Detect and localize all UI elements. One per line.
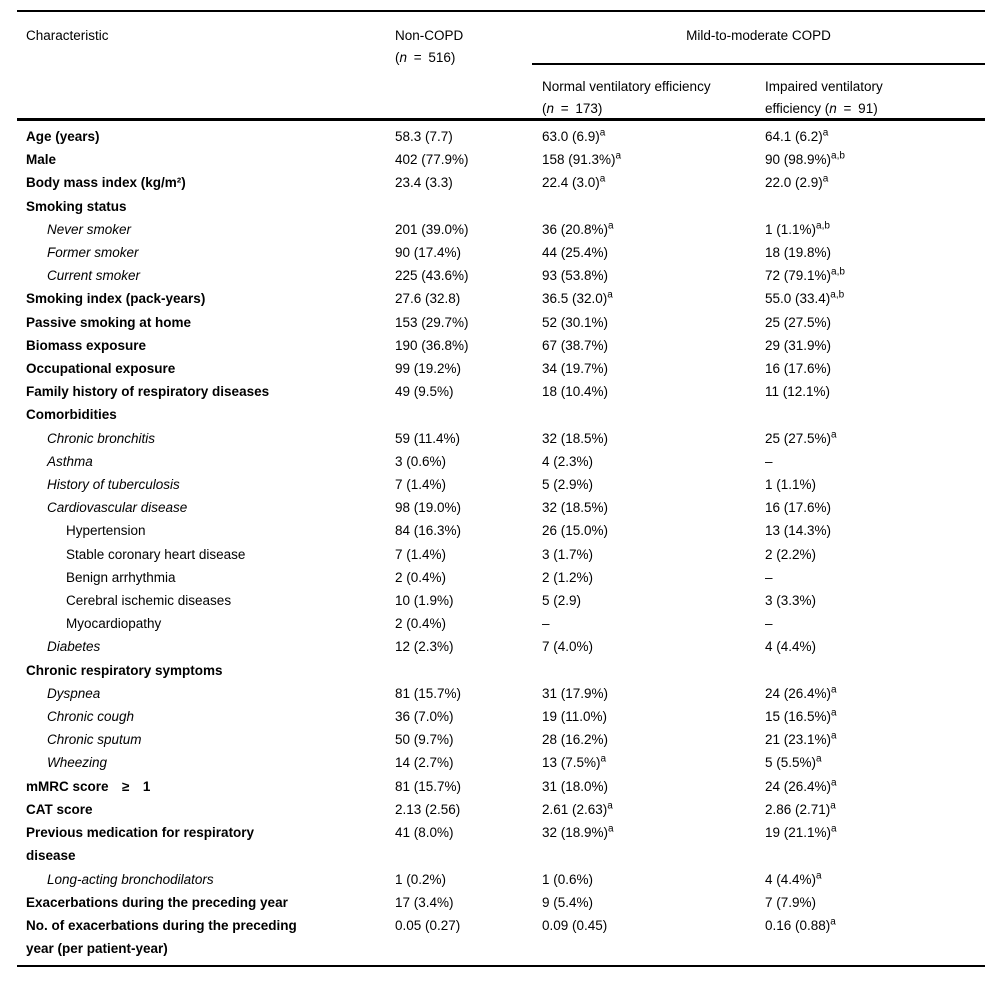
- table-row: [17, 125, 985, 148]
- cell-impaired-ve: 19 $(21.1\%)^a$: [765, 823, 837, 841]
- cell-normal-ve: 7 (4.0%): [542, 639, 594, 655]
- row-label: Male: [26, 152, 57, 168]
- cell-non-copd: 36 (7.0%): [395, 709, 454, 725]
- row-label: mMRC score ≥ 1: [26, 778, 151, 794]
- header-non-copd-line1: Non-COPD: [395, 28, 464, 43]
- table-row: [17, 728, 985, 751]
- row-label: History of tuberculosis: [47, 477, 180, 493]
- cell-impaired-ve: 16 (17.6%): [765, 500, 832, 516]
- cell-impaired-ve: –: [765, 616, 773, 632]
- cell-normal-ve: 32 (18.5%): [542, 430, 609, 446]
- header-normal-ve: [542, 76, 711, 120]
- cell-non-copd: 0.05 (0.27): [395, 917, 461, 933]
- cell-normal-ve: 93 (53.8%): [542, 268, 609, 284]
- table-row: [17, 287, 985, 310]
- table-body: [17, 121, 985, 967]
- table-row: [17, 311, 985, 334]
- table-row: [17, 659, 985, 682]
- cell-normal-ve: 32 $(18.9\%)^a$: [542, 823, 614, 841]
- cell-non-copd: 2.13 (2.56): [395, 801, 461, 817]
- row-label: Myocardiopathy: [66, 616, 162, 632]
- row-label: Cardiovascular disease: [47, 500, 188, 516]
- table-row: [17, 403, 985, 426]
- cell-normal-ve: 19 (11.0%): [542, 709, 608, 725]
- cell-normal-ve: 26 (15.0%): [542, 523, 609, 539]
- cell-impaired-ve: [765, 659, 985, 682]
- cell-impaired-ve: 11 (12.1%): [765, 384, 831, 400]
- cell-non-copd: 7 (1.4%): [395, 546, 447, 562]
- row-label: Age (years): [26, 129, 100, 144]
- table-row: [17, 427, 985, 450]
- cell-impaired-ve: –: [765, 453, 773, 469]
- header-impaired-ve: [765, 76, 883, 120]
- cell-impaired-ve: 64.1 $(6.2)^a$: [765, 127, 829, 144]
- row-label: Chronic sputum: [47, 732, 142, 748]
- row-label: Exacerbations during the preceding year: [26, 894, 288, 910]
- table-row: [17, 914, 985, 960]
- table-row: [17, 566, 985, 589]
- cell-impaired-ve: [765, 195, 985, 218]
- cell-impaired-ve: 5 $(5.5\%)^a$: [765, 753, 822, 771]
- row-label: CAT score: [26, 801, 93, 817]
- cell-non-copd: 99 (19.2%): [395, 361, 462, 377]
- cell-impaired-ve: 29 (31.9%): [765, 337, 832, 353]
- cell-normal-ve: [542, 195, 765, 218]
- row-label: Wheezing: [47, 755, 108, 771]
- cell-non-copd: 49 (9.5%): [395, 384, 454, 400]
- cell-normal-ve: 158 $(91.3\%)^a$: [542, 150, 622, 168]
- cell-impaired-ve: 55.0 $(33.4)^{a,b}$: [765, 289, 845, 307]
- cell-non-copd: 98 (19.0%): [395, 500, 462, 516]
- characteristics-table: [17, 10, 985, 967]
- table-row: [17, 171, 985, 194]
- cell-non-copd: 3 (0.6%): [395, 453, 447, 469]
- cell-non-copd: 59 (11.4%): [395, 430, 461, 446]
- cell-impaired-ve: 3 (3.3%): [765, 593, 817, 609]
- cell-non-copd: 402 (77.9%): [395, 152, 469, 168]
- cell-normal-ve: 18 (10.4%): [542, 384, 609, 400]
- cell-normal-ve: 22.4 $(3.0)^a$: [542, 173, 606, 191]
- cell-non-copd: 41 (8.0%): [395, 825, 454, 841]
- cell-non-copd: [395, 659, 542, 682]
- cell-normal-ve: [542, 403, 765, 426]
- table-row: [17, 821, 985, 867]
- cell-normal-ve: 44 (25.4%): [542, 245, 609, 261]
- cell-non-copd: 225 (43.6%): [395, 268, 469, 284]
- cell-normal-ve: 36 $(20.8\%)^a$: [542, 220, 614, 237]
- cell-non-copd: 90 (17.4%): [395, 245, 462, 261]
- cell-normal-ve: 5 (2.9): [542, 593, 582, 609]
- table-header: [17, 12, 985, 121]
- row-label: Former smoker: [47, 245, 139, 261]
- table-row: [17, 868, 985, 891]
- cell-normal-ve: 34 (19.7%): [542, 361, 609, 377]
- cell-normal-ve: 4 (2.3%): [542, 453, 594, 469]
- table-row: [17, 357, 985, 380]
- header-normal-ve-line2: (n = 173): [542, 101, 603, 116]
- cell-impaired-ve: 15 $(16.5\%)^a$: [765, 707, 837, 725]
- cell-non-copd: 2 (0.4%): [395, 616, 447, 632]
- table-row: [17, 891, 985, 914]
- cell-normal-ve: 2 (1.2%): [542, 569, 594, 585]
- cell-impaired-ve: 25 $(27.5\%)^a$: [765, 429, 837, 446]
- table-row: [17, 450, 985, 473]
- row-label: Body mass index (kg/m²): [26, 175, 186, 191]
- table-row: [17, 589, 985, 612]
- cell-non-copd: 153 (29.7%): [395, 314, 469, 330]
- cell-normal-ve: 0.09 (0.45): [542, 917, 608, 933]
- cell-impaired-ve: 21 $(23.1\%)^a$: [765, 730, 837, 748]
- row-label: Diabetes: [47, 639, 101, 655]
- row-label: Previous medication for respiratory disease: [26, 825, 255, 864]
- table-row: [17, 496, 985, 519]
- row-label: Smoking status: [26, 198, 127, 214]
- cell-impaired-ve: 2.86 $(2.71)^a$: [765, 800, 836, 817]
- cell-normal-ve: 31 (17.9%): [542, 685, 609, 701]
- row-label: Benign arrhythmia: [66, 569, 176, 585]
- cell-impaired-ve: 13 (14.3%): [765, 523, 832, 539]
- cell-normal-ve: 2.61 $(2.63)^a$: [542, 800, 613, 817]
- cell-non-copd: 81 (15.7%): [395, 778, 462, 794]
- cell-impaired-ve: 4 $(4.4\%)^a$: [765, 870, 822, 887]
- cell-non-copd: 201 (39.0%): [395, 221, 469, 237]
- cell-normal-ve: 36.5 $(32.0)^a$: [542, 289, 613, 307]
- header-normal-ve-line1: Normal ventilatory efficiency: [542, 79, 711, 94]
- cell-normal-ve: 32 (18.5%): [542, 500, 609, 516]
- cell-impaired-ve: 1 (1.1%): [765, 477, 817, 493]
- row-label: Long-acting bronchodilators: [47, 871, 214, 887]
- row-label: Chronic bronchitis: [47, 430, 156, 446]
- row-label: Never smoker: [47, 221, 132, 237]
- header-non-copd: [395, 25, 463, 69]
- table-row: [17, 612, 985, 635]
- header-copd-spanner-group: [532, 12, 985, 65]
- cell-non-copd: 84 (16.3%): [395, 523, 462, 539]
- cell-impaired-ve: [765, 403, 985, 426]
- table-row: [17, 473, 985, 496]
- row-label: Hypertension: [66, 523, 146, 539]
- cell-normal-ve: 3 (1.7%): [542, 546, 594, 562]
- cell-normal-ve: 5 (2.9%): [542, 477, 594, 493]
- row-label: Dyspnea: [47, 685, 101, 701]
- cell-non-copd: 190 (36.8%): [395, 337, 469, 353]
- cell-impaired-ve: 72 $(79.1\%)^{a,b}$: [765, 266, 845, 284]
- row-label: Biomass exposure: [26, 337, 147, 353]
- table-row: [17, 218, 985, 241]
- row-label: Family history of respiratory diseases: [26, 384, 270, 400]
- cell-impaired-ve: 2 (2.2%): [765, 546, 817, 562]
- table-row: [17, 241, 985, 264]
- header-characteristic: Characteristic: [26, 28, 109, 43]
- cell-non-copd: 12 (2.3%): [395, 639, 454, 655]
- row-label: Current smoker: [47, 268, 141, 284]
- row-label: Asthma: [47, 453, 93, 469]
- table-row: [17, 635, 985, 658]
- cell-non-copd: [395, 195, 542, 218]
- row-label: Comorbidities: [26, 407, 117, 423]
- table-row: [17, 195, 985, 218]
- row-label: Chronic respiratory symptoms: [26, 662, 223, 678]
- cell-normal-ve: 9 (5.4%): [542, 894, 594, 910]
- cell-impaired-ve: –: [765, 569, 773, 585]
- cell-impaired-ve: 4 (4.4%): [765, 639, 817, 655]
- cell-normal-ve: 67 (38.7%): [542, 337, 609, 353]
- header-non-copd-line2: (n = 516): [395, 50, 456, 65]
- cell-normal-ve: 1 (0.6%): [542, 871, 594, 887]
- cell-non-copd: 14 (2.7%): [395, 755, 454, 771]
- table-row: [17, 519, 985, 542]
- table-row: [17, 543, 985, 566]
- cell-normal-ve: 13 $(7.5\%)^a$: [542, 753, 607, 771]
- cell-non-copd: 1 (0.2%): [395, 871, 447, 887]
- cell-non-copd: 50 (9.7%): [395, 732, 454, 748]
- cell-non-copd: 58.3 (7.7): [395, 129, 453, 144]
- cell-non-copd: [395, 403, 542, 426]
- cell-impaired-ve: 7 (7.9%): [765, 894, 817, 910]
- cell-non-copd: 2 (0.4%): [395, 569, 447, 585]
- cell-non-copd: 81 (15.7%): [395, 685, 462, 701]
- cell-impaired-ve: 22.0 $(2.9)^a$: [765, 173, 829, 191]
- table-row: [17, 798, 985, 821]
- cell-impaired-ve: 16 (17.6%): [765, 361, 832, 377]
- cell-normal-ve: 63.0 $(6.9)^a$: [542, 127, 606, 144]
- cell-impaired-ve: 24 $(26.4\%)^a$: [765, 777, 837, 794]
- cell-impaired-ve: 18 (19.8%): [765, 245, 832, 261]
- cell-impaired-ve: 1 $(1.1\%)^{a,b}$: [765, 220, 830, 237]
- table-row: [17, 148, 985, 171]
- cell-non-copd: 10 (1.9%): [395, 593, 454, 609]
- row-label: No. of exacerbations during the preceding year (per patient-year): [26, 917, 297, 957]
- cell-normal-ve: [542, 659, 765, 682]
- row-label: Smoking index (pack-years): [26, 291, 206, 307]
- cell-normal-ve: 28 (16.2%): [542, 732, 609, 748]
- header-impaired-ve-line1: Impaired ventilatory: [765, 79, 883, 94]
- cell-normal-ve: 52 (30.1%): [542, 314, 609, 330]
- header-copd-spanner-label: Mild-to-moderate COPD: [686, 28, 831, 43]
- row-label: Stable coronary heart disease: [66, 546, 246, 562]
- table-row: [17, 380, 985, 403]
- table-row: [17, 682, 985, 705]
- row-label: Cerebral ischemic diseases: [66, 593, 232, 609]
- cell-non-copd: 17 (3.4%): [395, 894, 454, 910]
- cell-non-copd: 7 (1.4%): [395, 477, 447, 493]
- row-label: Chronic cough: [47, 709, 135, 725]
- table-row: [17, 264, 985, 287]
- cell-normal-ve: 31 (18.0%): [542, 778, 609, 794]
- cell-impaired-ve: 0.16 $(0.88)^a$: [765, 916, 836, 933]
- cell-normal-ve: –: [542, 616, 550, 632]
- cell-non-copd: 27.6 (32.8): [395, 291, 461, 307]
- row-label: Occupational exposure: [26, 361, 176, 377]
- row-label: Passive smoking at home: [26, 314, 192, 330]
- cell-impaired-ve: 25 (27.5%): [765, 314, 832, 330]
- cell-impaired-ve: 24 $(26.4\%)^a$: [765, 684, 837, 701]
- cell-non-copd: 23.4 (3.3): [395, 175, 453, 191]
- cell-impaired-ve: 90 $(98.9\%)^{a,b}$: [765, 150, 845, 168]
- table-row: [17, 705, 985, 728]
- table-row: [17, 751, 985, 774]
- header-impaired-ve-line2: efficiency (n = 91): [765, 101, 878, 116]
- table-row: [17, 775, 985, 798]
- table-row: [17, 334, 985, 357]
